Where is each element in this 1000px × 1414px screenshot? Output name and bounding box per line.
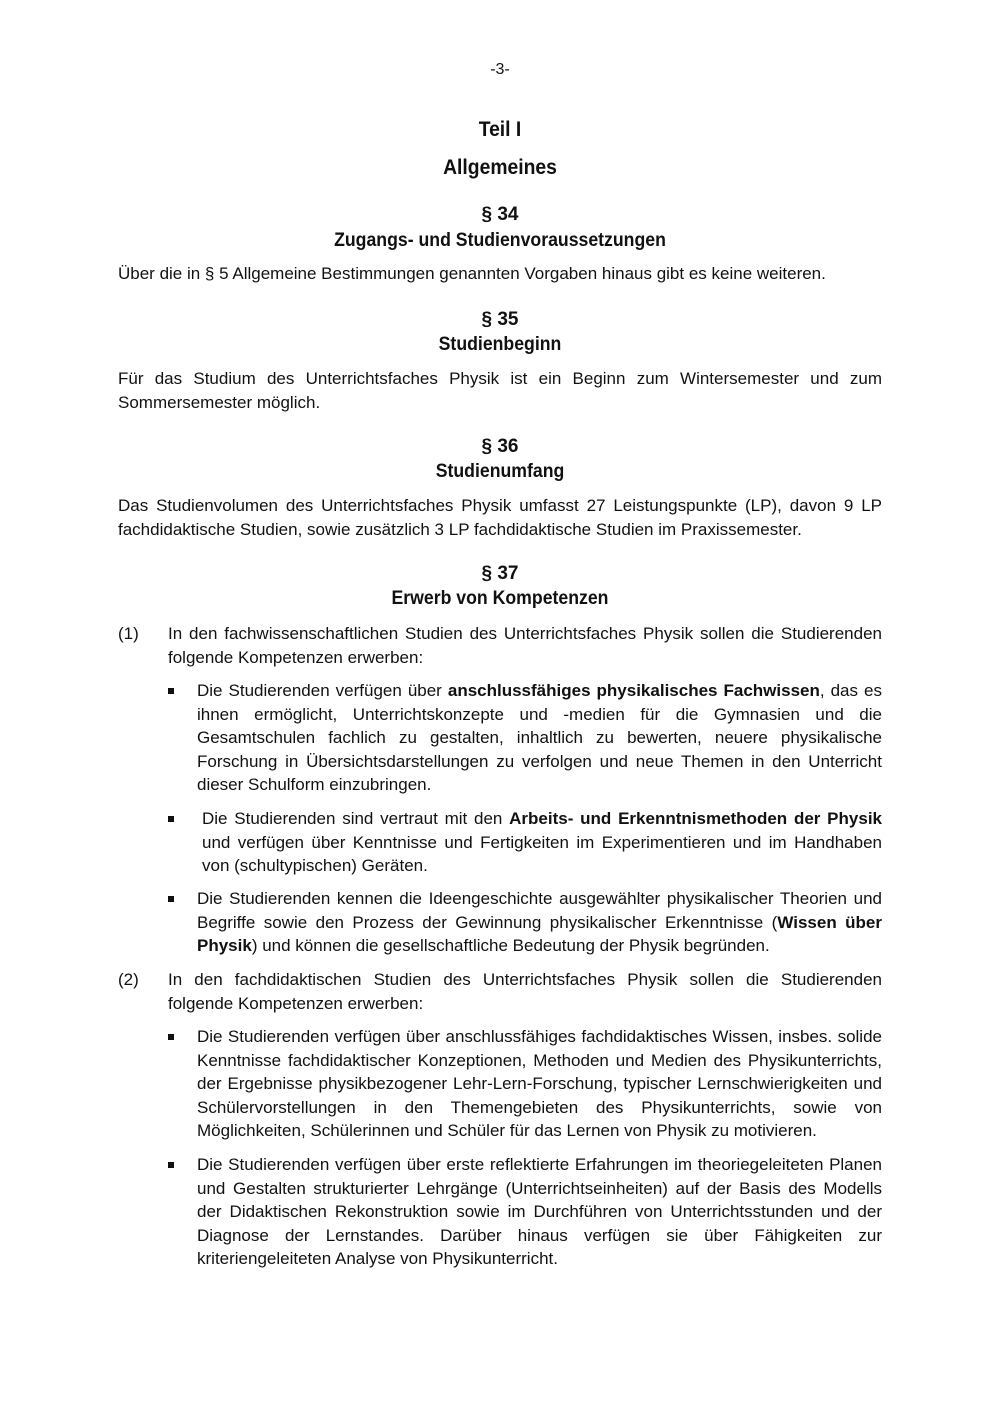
section-title: Erwerb von Kompetenzen <box>391 588 609 609</box>
item-label: (2) <box>118 970 139 989</box>
section-number: § 37 <box>481 563 519 584</box>
bullet-text: Die Studierenden verfügen über anschlussfähiges fachdidaktisches Wissen, insbes. solide Kenntnisse fachdidaktischer Konzeptionen, Methoden und Medien des Physikunterrichts, der Ergebnisse physikbezogener Lehr-Lern-Forschung, typischer Lernschwierigkeiten und Schülervorstellungen in den Themengebieten des Physikunterrichts, sowie von Möglichkeiten, Schülerinnen und Schüler für das Lernen von Physik zu motivieren. <box>197 1027 882 1140</box>
bullet-text: Die Studierenden verfügen über erste reflektierte Erfahrungen im theoriegeleiteten Planen und Gestalten strukturierter Lehrgänge (Unterrichtseinheiten) auf der Basis des Modells der Didaktischen Rekonstruktion sowie im Durchführen von Unterrichtsstunden und der Diagnose der Lernstandes. Darüber hinaus verfügen sie über Fähigkeiten zur kriteriengeleiteten Analyse von Physikunterricht. <box>197 1155 882 1268</box>
section-text: Über die in § 5 Allgemeine Bestimmungen genannten Vorgaben hinaus gibt es keine weiteren. <box>118 264 826 283</box>
section-text: Für das Studium des Unterrichtsfaches Physik ist ein Beginn zum Wintersemester und zum Sommersemester möglich. <box>118 369 882 412</box>
bullet-emphasis: Wissen über Physik <box>197 912 882 955</box>
section-title: Zugangs- und Studienvoraussetzungen <box>334 230 666 251</box>
page-number: -3- <box>490 61 510 78</box>
part-title: Teil I <box>478 118 522 141</box>
item-text: In den fachdidaktischen Studien des Unterrichtsfaches Physik sollen die Studierenden folgende Kompetenzen erwerben: <box>168 970 882 1013</box>
item-text: In den fachwissenschaftlichen Studien des Unterrichtsfaches Physik sollen die Studierenden folgende Kompetenzen erwerben: <box>168 624 882 667</box>
bullet-emphasis: anschlussfähiges physikalisches Fachwissen <box>447 681 820 700</box>
bullet-text: , das es ihnen ermöglicht, Unterrichtskonzepte und -medien für die Gymnasien und die Gesamtschulen fachlich zu gestalten, inhaltlich zu bewerten, neuere physikalische Forschung in Übersichtsdarstellungen zu verfolgen und neue Themen in den Unterricht dieser Schulform einzubringen. <box>197 681 882 794</box>
bullet-text: Die Studierenden verfügen über <box>197 681 448 700</box>
bullet-icon <box>168 1162 174 1168</box>
section-number: § 34 <box>481 204 519 225</box>
section-title: Studienbeginn <box>438 334 562 355</box>
section-text: Das Studienvolumen des Unterrichtsfaches Physik umfasst 27 Leistungspunkte (LP), davon 9 LP fachdidaktische Studien, sowie zusätzlich 3 LP fachdidaktische Studien im Praxissemester. <box>118 496 882 539</box>
section-number: § 35 <box>481 309 519 330</box>
bullet-text: ) und können die gesellschaftliche Bedeutung der Physik begründen. <box>251 936 770 955</box>
bullet-text: und verfügen über Kenntnisse und Fertigkeiten im Experimentieren und im Handhaben von (schultypischen) Geräten. <box>202 832 882 875</box>
bullet-text: Die Studierenden kennen die Ideengeschichte ausgewählter physikalischer Theorien und Begriffe sowie den Prozess der Gewinnung physikalischer Erkenntnisse ( <box>197 889 882 932</box>
part-subtitle: Allgemeines <box>443 156 557 179</box>
bullet-emphasis: Arbeits- und Erkenntnismethoden der Physik <box>509 809 882 828</box>
bullet-icon <box>168 1034 174 1040</box>
bullet-icon <box>168 816 174 822</box>
section-title: Studienumfang <box>435 461 565 482</box>
item-label: (1) <box>118 624 139 643</box>
bullet-icon <box>168 688 174 694</box>
section-number: § 36 <box>481 436 519 457</box>
bullet-text: Die Studierenden sind vertraut mit den <box>202 809 510 828</box>
bullet-icon <box>168 896 174 902</box>
